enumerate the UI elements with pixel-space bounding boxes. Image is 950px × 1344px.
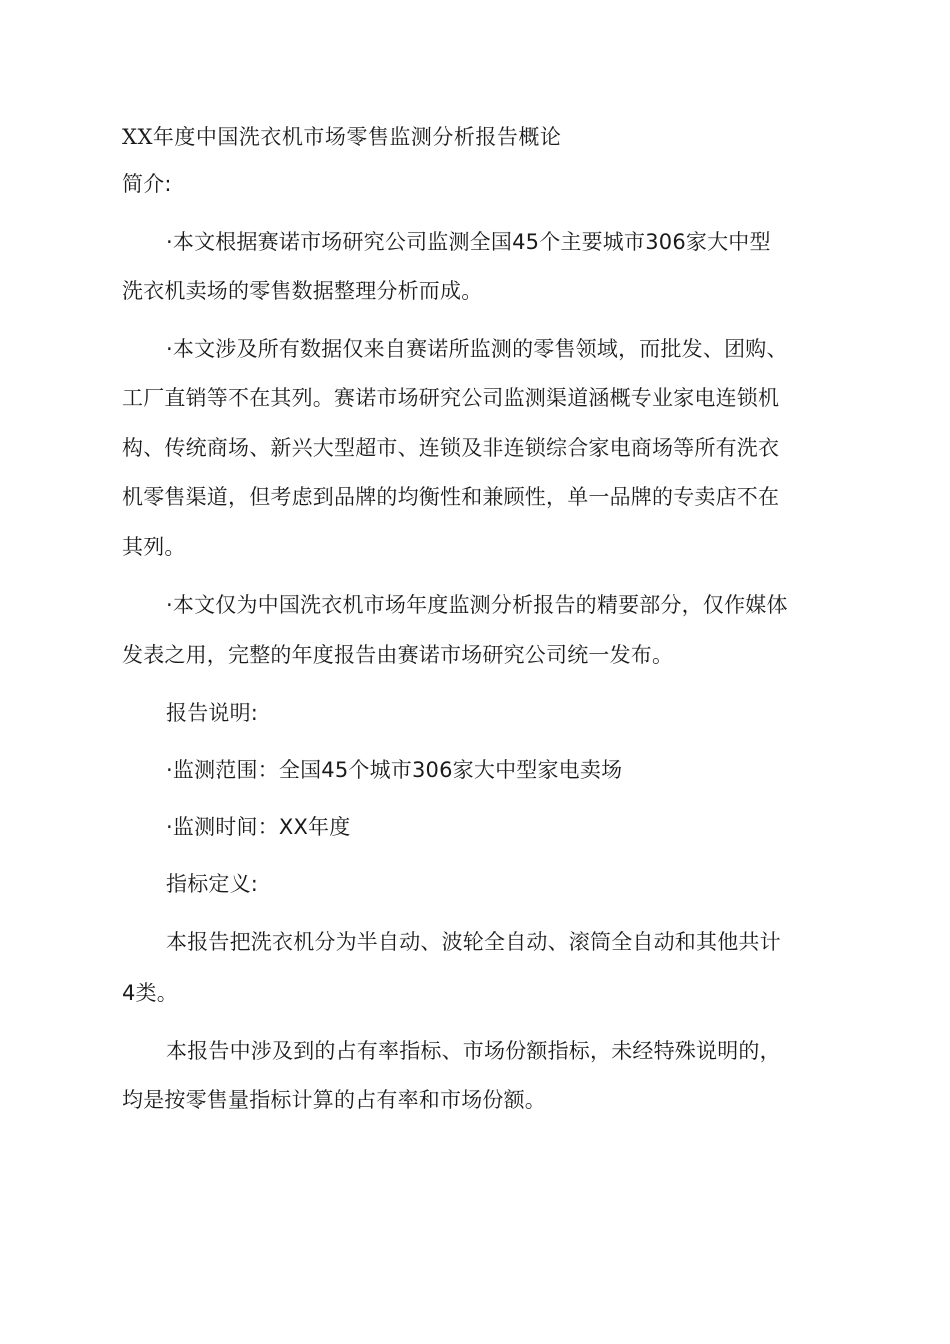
paragraph-2-line-3: 构、传统商场、新兴大型超市、连锁及非连锁综合家电商场等所有洗衣 — [122, 436, 780, 460]
definition-heading: 指标定义: — [166, 872, 259, 896]
paragraph-2-line-5: 其列。 — [122, 535, 186, 559]
paragraph-5-line-2: 均是按零售量指标计算的占有率和市场份额。 — [122, 1088, 546, 1112]
paragraph-2-line-2: 工厂直销等不在其列。赛诺市场研究公司监测渠道涵概专业家电连锁机 — [122, 386, 780, 410]
paragraph-5-line-1: 本报告中涉及到的占有率指标、市场份额指标，未经特殊说明的， — [166, 1039, 781, 1063]
document-title: XX年度中国洗衣机市场零售监测分析报告概论 — [122, 125, 562, 149]
monitoring-time: ·监测时间：XX年度 — [166, 815, 351, 839]
paragraph-3-line-1: ·本文仅为中国洗衣机市场年度监测分析报告的精要部分，仅作媒体 — [166, 593, 788, 617]
report-heading: 报告说明: — [166, 701, 259, 725]
paragraph-1-line-1: ·本文根据赛诺市场研究公司监测全国45个主要城市306家大中型 — [166, 230, 771, 254]
paragraph-4-line-2: 4类。 — [122, 981, 178, 1005]
paragraph-4-line-1: 本报告把洗衣机分为半自动、波轮全自动、滚筒全自动和其他共计 — [166, 930, 781, 954]
paragraph-2-line-1: ·本文涉及所有数据仅来自赛诺所监测的零售领域，而批发、团购、 — [166, 337, 788, 361]
paragraph-2-line-4: 机零售渠道，但考虑到品牌的均衡性和兼顾性，单一品牌的专卖店不在 — [122, 485, 780, 509]
paragraph-3-line-2: 发表之用，完整的年度报告由赛诺市场研究公司统一发布。 — [122, 643, 674, 667]
intro-heading: 简介: — [122, 172, 172, 196]
paragraph-1-line-2: 洗衣机卖场的零售数据整理分析而成。 — [122, 279, 483, 303]
monitoring-scope: ·监测范围：全国45个城市306家大中型家电卖场 — [166, 758, 623, 782]
